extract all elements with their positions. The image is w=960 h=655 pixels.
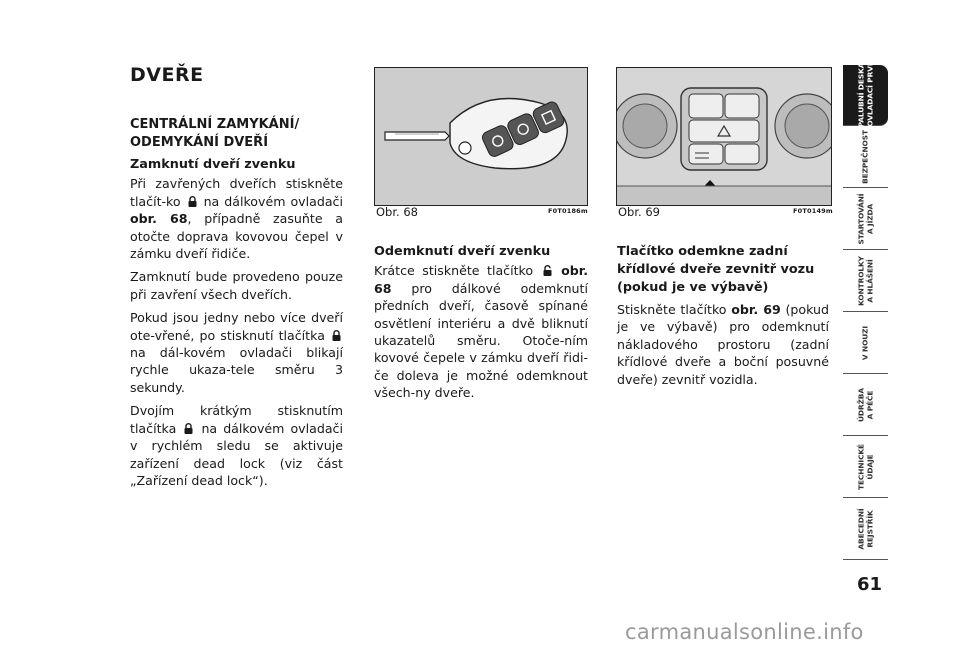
figure-69-caption: Obr. 69 xyxy=(618,205,660,219)
paragraph-rear-doors: Stiskněte tlačítko obr. 69 (pokud je ve výbavě) pro odemknutí nákladového prostoru (zadní křídlové dveře a boční posuvné dveře) zevnitř vozidla. xyxy=(617,302,829,387)
tab-bezpecnost[interactable]: BEZPEČNOST xyxy=(843,127,888,188)
figure-68-code: F0T0186m xyxy=(548,207,588,215)
subtitle-rear-doors: Tlačítko odemkne zadní křídlové dveře zevnitř vozu (pokud je ve výbavě) xyxy=(617,244,815,295)
figure-68-remote-key xyxy=(374,67,588,206)
figure-68-caption: Obr. 68 xyxy=(376,205,418,219)
section-title: CENTRÁLNÍ ZAMYKÁNÍ/ ODEMYKÁNÍ DVEŘÍ xyxy=(130,117,300,150)
lock-closed-icon xyxy=(332,330,341,341)
tab-v-nouzi[interactable]: V NOUZI xyxy=(843,313,888,374)
paragraph-lock-2: Zamknutí bude provedeno pouze při zavření všech dveřích. xyxy=(130,269,343,302)
paragraph-lock-1: Při zavřených dveřích stiskněte tlačít-ko na dálkovém ovladači obr. 68, případně zasuňte a otočte doprava kovovou čepel v zámku dveří řidiče. xyxy=(130,176,344,262)
tab-udrzba[interactable]: ÚDRŽBA A PÉČE xyxy=(843,375,888,436)
lock-open-icon xyxy=(543,265,552,276)
subtitle-unlock: Odemknutí dveří zvenku xyxy=(374,244,551,259)
middle-column xyxy=(374,243,588,408)
right-column xyxy=(617,243,829,394)
subtitle-lock: Zamknutí dveří zvenku xyxy=(130,157,296,172)
tab-kontrolky[interactable]: KONTROLKY A HLÁŠENÍ xyxy=(843,251,888,312)
page-title: DVEŘE xyxy=(130,64,204,86)
figure-69-dashboard-buttons xyxy=(616,67,832,206)
paragraph-lock-4: Dvojím krátkým stisknutím tlačítka na dálkovém ovladači v rychlém sledu se aktivuje zařízení dead lock (viz část „Zařízení dead lock“). xyxy=(130,403,343,488)
remote-key-illustration xyxy=(375,68,587,205)
lock-closed-icon xyxy=(188,196,197,207)
watermark: carmanualsonline.info xyxy=(625,620,864,644)
page-number: 61 xyxy=(857,574,883,595)
tab-technicke-udaje[interactable]: TECHNICKÉ ÚDAJE xyxy=(843,437,888,498)
paragraph-lock-3: Pokud jsou jedny nebo více dveří ote-vřené, po stisknutí tlačítka na dál-kovém ovladači blikají rychle ukaza-tele směru 3 sekundy. xyxy=(130,310,343,395)
lock-closed-icon xyxy=(184,423,193,434)
tab-abecedni-rejstrik[interactable]: ABECEDNÍ REJSTŘÍK xyxy=(843,499,888,560)
figure-69-code: F0T0149m xyxy=(793,207,833,215)
left-column xyxy=(130,116,343,495)
dashboard-illustration xyxy=(617,68,831,205)
tab-palubni-deska[interactable]: PALUBNÍ DESKA A OVLADACÍ PRVKY xyxy=(843,65,888,126)
tab-startovani[interactable]: STARTOVÁNÍ A JÍZDA xyxy=(843,189,888,250)
paragraph-unlock: Krátce stiskněte tlačítko obr. 68 pro dálkové odemknutí předních dveří, časově spínané osvětlení interiéru a dvě bliknutí ukazatelů směru. Otoče-ním kovové čepele v zámku dveří řidi-če doleva je možné odemknout všech-ny dveře. xyxy=(374,263,588,401)
